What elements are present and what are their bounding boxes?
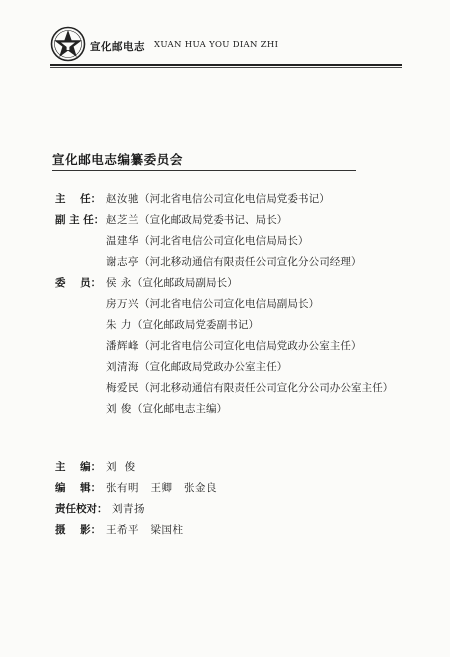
member-name: 刘 俊: [106, 403, 132, 415]
committee-title: 宣化邮电志编纂委员会: [52, 152, 184, 167]
member-position: （河北省电信公司宣化电信局副局长）: [139, 298, 320, 310]
committee-member: [106, 255, 362, 269]
committee-member: [106, 381, 393, 395]
credit-role: 摄 影：: [55, 524, 102, 536]
committee-role: 主 任：: [55, 193, 102, 205]
member-name: 房万兴: [106, 298, 139, 310]
page-header: [50, 26, 402, 66]
member-position: （河北移动通信有限责任公司宣化分公司办公室主任）: [139, 382, 394, 394]
header-rule-thin: [50, 67, 402, 68]
credit-names: 刘青扬: [112, 503, 145, 515]
member-position: （宣化邮政局副局长）: [131, 277, 238, 289]
member-position: （河北省电信公司宣化电信局党政办公室主任）: [139, 340, 362, 352]
member-name: 温建华: [106, 235, 139, 247]
credit-names: 王希平 梁国柱: [106, 524, 184, 536]
member-name: 赵汝驰: [106, 193, 139, 205]
post-telecom-emblem-icon: [50, 26, 86, 62]
credit-names: 张有明 王卿 张金良: [106, 482, 218, 494]
committee-member: [106, 234, 309, 248]
committee-member: [106, 339, 362, 353]
header-title-cn: 宣化邮电志: [90, 41, 145, 53]
credit-role: 编 辑：: [55, 482, 102, 494]
committee-member: [106, 318, 259, 332]
header-title-en: XUAN HUA YOU DIAN ZHI: [154, 40, 279, 50]
committee-role: 副 主 任：: [55, 214, 105, 226]
credit-role: 责任校对：: [55, 503, 108, 515]
member-position: （宣化邮政局党政办公室主任）: [139, 361, 288, 373]
member-name: 朱 力: [106, 319, 132, 331]
member-position: （河北移动通信有限责任公司宣化分公司经理）: [139, 256, 362, 268]
member-position: （河北省电信公司宣化电信局局长）: [139, 235, 309, 247]
committee-member: [106, 360, 287, 374]
committee-member: [106, 213, 287, 227]
member-name: 谢志亭: [106, 256, 139, 268]
member-name: 潘辉峰: [106, 340, 139, 352]
credit-role: 主 编：: [55, 461, 102, 473]
member-position: （宣化邮政局党委书记、局长）: [139, 214, 288, 226]
member-position: （宣化邮电志主编）: [131, 403, 228, 415]
member-name: 侯 永: [106, 277, 132, 289]
committee-member: [106, 402, 227, 416]
credit-names: 刘 俊: [106, 461, 136, 473]
member-position: （宣化邮政局党委副书记）: [131, 319, 260, 331]
committee-member: [106, 192, 330, 206]
header-rule: [50, 64, 402, 66]
member-name: 梅爱民: [106, 382, 139, 394]
member-name: 赵芝兰: [106, 214, 139, 226]
title-underline: [52, 170, 356, 171]
member-name: 刘清海: [106, 361, 139, 373]
member-position: （河北省电信公司宣化电信局党委书记）: [139, 193, 330, 205]
committee-role: 委 员：: [55, 277, 102, 289]
committee-member: [106, 297, 319, 311]
committee-member: [106, 276, 238, 290]
